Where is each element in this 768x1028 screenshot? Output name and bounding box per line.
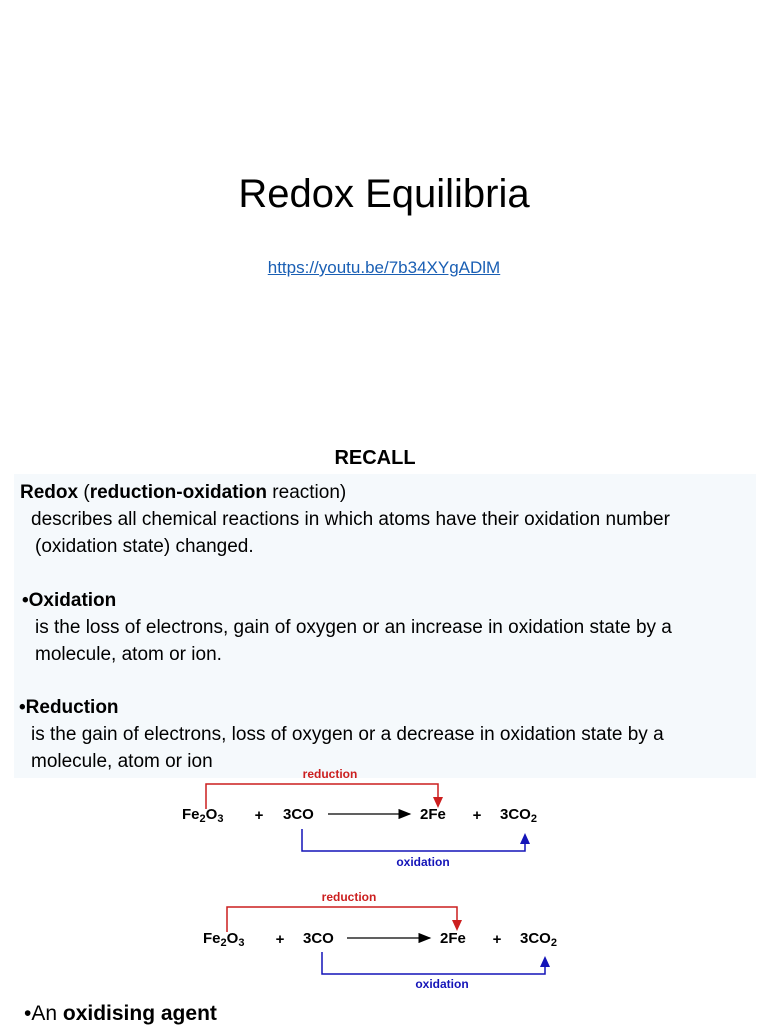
reactant-carbon-monoxide: 3CO — [303, 930, 334, 947]
product-iron: 2Fe — [440, 930, 466, 947]
reactant-carbon-monoxide: 3CO — [283, 806, 314, 823]
oxidation-term: Oxidation — [28, 590, 117, 611]
redox-full-term: reduction-oxidation — [89, 482, 268, 503]
oxidation-arrowhead — [520, 833, 530, 844]
redox-line — [20, 480, 346, 506]
oxidation-label: oxidation — [396, 855, 450, 869]
plus-sign-2: + — [472, 807, 482, 824]
recall-heading: RECALL — [334, 447, 416, 469]
redox-definition-line-1: describes all chemical reactions in which atoms have their oxidation number — [31, 509, 670, 530]
reduction-bullet: • — [19, 697, 26, 718]
reduction-term: Reduction — [25, 697, 119, 718]
product-carbon-dioxide: $3CO_2$ — [520, 930, 557, 949]
video-link[interactable]: https://youtu.be/7b34XYgADlM — [267, 258, 501, 277]
oxidation-definition-line-1: is the loss of electrons, gain of oxygen or an increase in oxidation state by a — [35, 617, 672, 638]
plus-sign-1: + — [275, 931, 285, 948]
reactant-iron-oxide: $Fe_2O_3$ — [182, 806, 224, 825]
oxidising-agent-bullet: •An — [24, 1002, 63, 1025]
plus-sign-1: + — [254, 807, 264, 824]
reduction-label: reduction — [321, 890, 377, 904]
reduction-label: reduction — [302, 767, 358, 781]
page-title: Redox Equilibria — [238, 172, 530, 216]
reactant-iron-oxide: $Fe_2O_3$ — [203, 930, 245, 949]
oxidising-agent-term: oxidising agent — [62, 1002, 217, 1025]
reduction-line — [19, 695, 119, 721]
oxidation-definition-line-2: molecule, atom or ion. — [35, 644, 222, 665]
reduction-bracket — [227, 907, 457, 932]
redox-definition-line-2: (oxidation state) changed. — [35, 536, 254, 557]
reduction-definition-line-1: is the gain of electrons, loss of oxygen or a decrease in oxidation state by a — [31, 724, 664, 745]
oxidation-bracket — [322, 952, 545, 974]
reduction-definition-line-2: molecule, atom or ion — [31, 751, 213, 772]
oxidation-arrowhead — [540, 956, 550, 967]
oxidation-bracket — [302, 829, 525, 851]
plus-sign-2: + — [492, 931, 502, 948]
video-link-container — [0, 257, 768, 279]
product-iron: 2Fe — [420, 806, 446, 823]
oxidation-label: oxidation — [415, 977, 469, 991]
product-carbon-dioxide: $3CO_2$ — [500, 806, 537, 825]
oxidation-line — [22, 588, 116, 614]
redox-equation-diagram-1 — [0, 763, 768, 893]
redox-equation-diagram-2 — [0, 886, 768, 1016]
redox-paren-close: reaction) — [267, 482, 347, 503]
redox-paren-open: ( — [78, 482, 90, 503]
reduction-bracket — [206, 784, 438, 809]
oxidation-bullet: • — [22, 590, 29, 611]
redox-term: Redox — [20, 482, 79, 503]
